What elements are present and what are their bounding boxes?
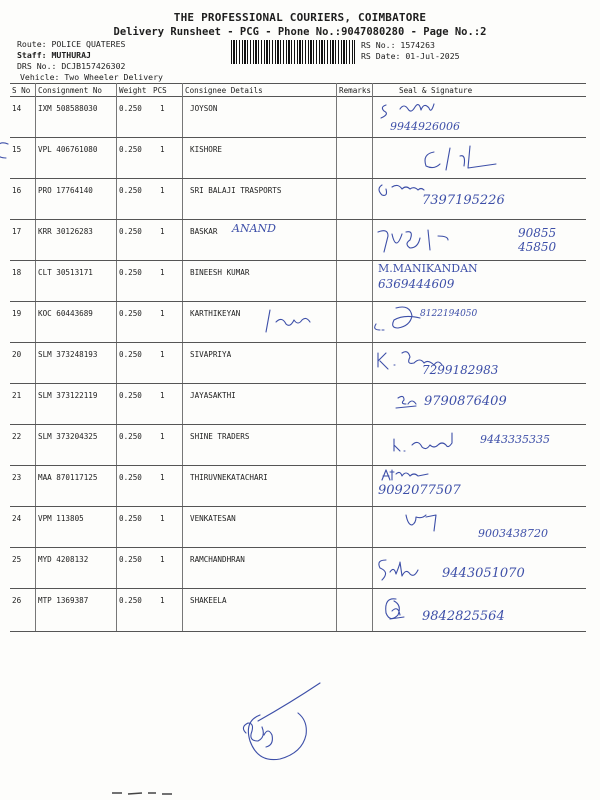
signature-cell xyxy=(372,97,586,138)
handwritten-note: ANAND xyxy=(232,222,276,235)
row-sno: 20 xyxy=(12,350,22,359)
signature-cell xyxy=(372,548,586,589)
table-row xyxy=(0,343,600,384)
row-sno: 16 xyxy=(12,186,22,195)
signature-cell xyxy=(372,384,586,425)
handwritten-phone: 9443335335 xyxy=(480,433,550,446)
row-consignee: BINEESH KUMAR xyxy=(190,268,250,277)
table-bottom-rule xyxy=(10,631,586,632)
row-consignment: IXM 508588030 xyxy=(38,104,98,113)
signature-cell xyxy=(372,589,586,630)
row-consignee: SHAKEELA xyxy=(190,596,227,605)
row-weight: 0.250 xyxy=(119,104,142,113)
table-row xyxy=(0,97,600,138)
table-row xyxy=(0,548,600,589)
row-pcs: 1 xyxy=(160,145,165,154)
row-weight: 0.250 xyxy=(119,350,142,359)
row-sno: 25 xyxy=(12,555,22,564)
signature-drawing xyxy=(372,138,586,179)
row-consignee: RAMCHANDHRAN xyxy=(190,555,245,564)
table-row xyxy=(0,425,600,466)
row-weight: 0.250 xyxy=(119,555,142,564)
handwritten-phone: 6369444609 xyxy=(378,277,455,291)
handwritten-phone: 7397195226 xyxy=(422,193,505,208)
signature-drawing xyxy=(372,425,586,466)
table-row xyxy=(0,589,600,630)
vehicle-label: Vehicle: Two Wheeler Delivery xyxy=(20,72,163,82)
row-pcs: 1 xyxy=(160,473,165,482)
bottom-smudge xyxy=(108,790,178,796)
row-consignment: MYD 4208132 xyxy=(38,555,89,564)
row-consignee: SIVAPRIYA xyxy=(190,350,232,359)
row-sno: 18 xyxy=(12,268,22,277)
row-consignee: KISHORE xyxy=(190,145,223,154)
table-row xyxy=(0,179,600,220)
handwritten-phone: 7299182983 xyxy=(422,363,499,377)
row-weight: 0.250 xyxy=(119,596,142,605)
handwritten-phone: 9443051070 xyxy=(442,566,525,581)
row-consignee: VENKATESAN xyxy=(190,514,236,523)
row-weight: 0.250 xyxy=(119,473,142,482)
row-sno: 17 xyxy=(12,227,22,236)
row-sno: 23 xyxy=(12,473,22,482)
row-pcs: 1 xyxy=(160,391,165,400)
row-consignment: VPM 113805 xyxy=(38,514,84,523)
signature-cell xyxy=(372,302,586,343)
row-consignment: SLM 373122119 xyxy=(38,391,98,400)
col-header-weight: Weight xyxy=(119,86,147,95)
row-consignment: SLM 373248193 xyxy=(38,350,98,359)
row-consignment: SLM 373204325 xyxy=(38,432,98,441)
table-row xyxy=(0,384,600,425)
row-consignment: KOC 60443689 xyxy=(38,309,93,318)
row-consignee: JOYSON xyxy=(190,104,218,113)
row-pcs: 1 xyxy=(160,227,165,236)
row-consignment: MAA 870117125 xyxy=(38,473,98,482)
row-consignment: CLT 30513171 xyxy=(38,268,93,277)
handwritten-name: M.MANIKANDAN xyxy=(378,262,478,275)
row-sno: 14 xyxy=(12,104,22,113)
signature-cell xyxy=(372,179,586,220)
handwritten-phone: 8122194050 xyxy=(420,309,478,319)
runsheet-subtitle: Delivery Runsheet - PCG - Phone No.:9047080280 - Page No.:2 xyxy=(113,26,487,38)
col-header-consignment: Consignment No xyxy=(38,86,103,95)
drs-number: DRS No.: DCJB157426302 xyxy=(17,61,126,71)
remark-scribble xyxy=(264,306,324,336)
delivery-stamp-scribble xyxy=(220,675,330,770)
signature-cell xyxy=(372,220,586,261)
rs-number: RS No.: 1574263 xyxy=(361,40,435,50)
row-weight: 0.250 xyxy=(119,309,142,318)
handwritten-phone: 9790876409 xyxy=(424,394,507,409)
table-row xyxy=(0,466,600,507)
row-pcs: 1 xyxy=(160,596,165,605)
row-pcs: 1 xyxy=(160,104,165,113)
signature-cell xyxy=(372,507,586,548)
row-pcs: 1 xyxy=(160,350,165,359)
row-weight: 0.250 xyxy=(119,514,142,523)
row-consignee: THIRUVNEKATACHARI xyxy=(190,473,268,482)
company-title: THE PROFESSIONAL COURIERS, COIMBATORE xyxy=(173,11,427,24)
signature-cell xyxy=(372,138,586,179)
row-pcs: 1 xyxy=(160,432,165,441)
row-consignee: KARTHIKEYAN xyxy=(190,309,241,318)
table-row xyxy=(0,220,600,261)
row-pcs: 1 xyxy=(160,309,165,318)
row-pcs: 1 xyxy=(160,514,165,523)
row-sno: 26 xyxy=(12,596,22,605)
col-header-sno: S No xyxy=(12,86,31,95)
row-consignment: MTP 1369387 xyxy=(38,596,89,605)
table-row xyxy=(0,507,600,548)
row-weight: 0.250 xyxy=(119,391,142,400)
col-header-consignee: Consignee Details xyxy=(185,86,263,95)
table-row xyxy=(0,138,600,179)
row-weight: 0.250 xyxy=(119,227,142,236)
col-header-remarks: Remarks xyxy=(339,86,372,95)
barcode-image xyxy=(231,40,355,64)
signature-cell xyxy=(372,425,586,466)
row-sno: 22 xyxy=(12,432,22,441)
row-sno: 15 xyxy=(12,145,22,154)
row-pcs: 1 xyxy=(160,555,165,564)
row-pcs: 1 xyxy=(160,186,165,195)
row-pcs: 1 xyxy=(160,268,165,277)
row-consignee: SRI BALAJI TRASPORTS xyxy=(190,186,282,195)
signature-cell xyxy=(372,343,586,384)
rs-date: RS Date: 01-Jul-2025 xyxy=(361,51,460,61)
row-sno: 19 xyxy=(12,309,22,318)
row-weight: 0.250 xyxy=(119,432,142,441)
row-consignment: PRO 17764140 xyxy=(38,186,93,195)
handwritten-phone: 9842825564 xyxy=(422,609,505,624)
row-weight: 0.250 xyxy=(119,268,142,277)
handwritten-phone: 9944926006 xyxy=(390,120,460,133)
signature-cell xyxy=(372,466,586,507)
row-consignee: JAYASAKTHI xyxy=(190,391,236,400)
route-label: Route: POLICE QUATERES xyxy=(17,39,126,49)
row-sno: 21 xyxy=(12,391,22,400)
row-weight: 0.250 xyxy=(119,186,142,195)
row-consignment: VPL 406761080 xyxy=(38,145,98,154)
row-weight: 0.250 xyxy=(119,145,142,154)
col-header-seal: Seal & Signature xyxy=(399,86,473,95)
signature-cell xyxy=(372,261,586,302)
row-consignment: KRR 30126283 xyxy=(38,227,93,236)
handwritten-phone: 9092077507 xyxy=(378,483,461,498)
handwritten-phone: 90855 45850 xyxy=(518,226,557,254)
table-row xyxy=(0,302,600,343)
table-row xyxy=(0,261,600,302)
row-sno: 24 xyxy=(12,514,22,523)
col-header-pcs: PCS xyxy=(153,86,167,95)
signature-drawing xyxy=(372,302,586,343)
row-consignee: SHINE TRADERS xyxy=(190,432,250,441)
staff-label: Staff: MUTHURAJ xyxy=(17,50,91,60)
table-top-rule xyxy=(10,83,586,84)
handwritten-phone: 9003438720 xyxy=(478,527,548,540)
row-consignee: BASKAR xyxy=(190,227,218,236)
